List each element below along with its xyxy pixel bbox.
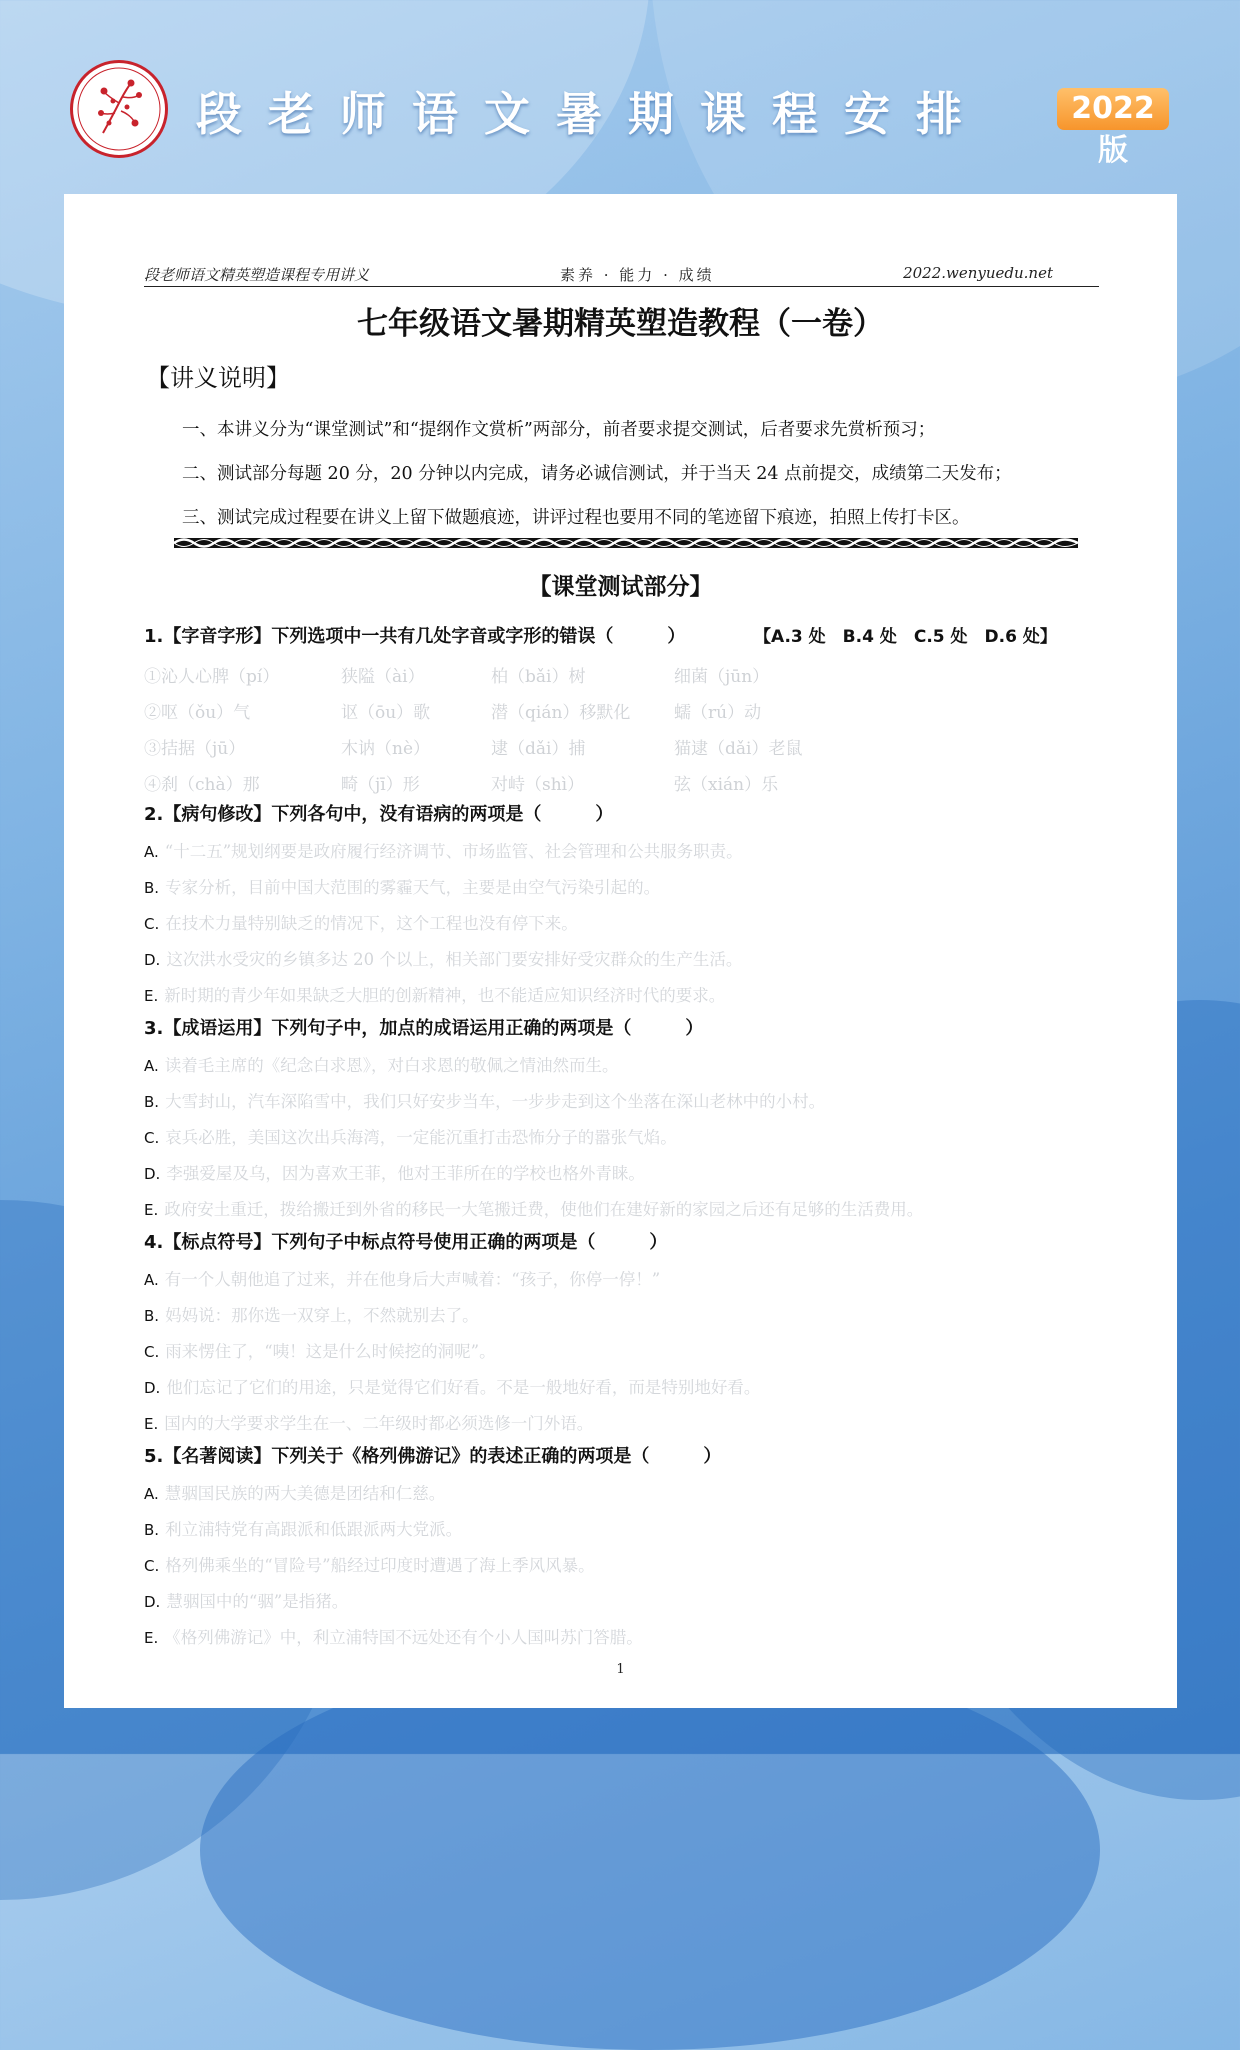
option-row	[144, 1588, 348, 1612]
row-cell: ③拮据（jū）	[144, 739, 246, 759]
option-row	[144, 1266, 660, 1290]
option-text: 大雪封山，汽车深陷雪中，我们只好安步当车，一步步走到这个坐落在深山老林中的小村。	[165, 1092, 826, 1111]
option-letter: B.	[144, 1093, 160, 1111]
option-row	[144, 982, 725, 1006]
option-text: 新时期的青少年如果缺乏大胆的创新精神，也不能适应知识经济时代的要求。	[164, 986, 726, 1005]
option-letter: D.	[144, 951, 161, 969]
option-letter: A.	[144, 843, 159, 861]
option-text: 《格列佛游记》中，利立浦特国不远处还有个小人国叫苏门答腊。	[164, 1628, 643, 1647]
option-text: 雨来愣住了，“咦！这是什么时候挖的洞呢”。	[165, 1342, 496, 1361]
option-text: 格列佛乘坐的“冒险号”船经过印度时遭遇了海上季风风暴。	[165, 1556, 595, 1575]
option-row	[144, 1374, 760, 1398]
option-letter: C.	[144, 915, 160, 933]
option-row	[144, 1338, 496, 1362]
option-letter: C.	[144, 1557, 160, 1575]
option-letter: A.	[144, 1057, 159, 1075]
row-cell: ②呕（ǒu）气	[144, 703, 251, 723]
row-cell: 蠕（rú）动	[674, 703, 762, 723]
running-header	[144, 262, 1099, 287]
option-letter: D.	[144, 1379, 161, 1397]
row-cell: 狭隘（ài）	[341, 667, 425, 687]
option-text: 妈妈说：那你选一双穿上，不然就别去了。	[165, 1306, 479, 1325]
school-logo-icon	[70, 60, 168, 158]
banner	[0, 0, 1240, 190]
decorative-divider	[174, 534, 1078, 552]
option-text: 在技术力量特别缺乏的情况下，这个工程也没有停下来。	[165, 914, 578, 933]
note-line: 三、测试完成过程要在讲义上留下做题痕迹，讲评过程也要用不同的笔迹留下痕迹，拍照上传打卡区。	[182, 508, 970, 528]
option-text: 政府安土重迁，拨给搬迁到外省的移民一大笔搬迁费，使他们在建好新的家园之后还有足够的生活费用。	[164, 1200, 924, 1219]
document-title: 七年级语文暑期精英塑造教程（一卷）	[357, 306, 884, 342]
row-cell: 逮（dǎi）捕	[491, 739, 586, 759]
header-left-text: 段老师语文精英塑造课程专用讲义	[144, 266, 370, 284]
row-cell: 木讷（nè）	[341, 739, 431, 759]
option-text: 慧骃国民族的两大美德是团结和仁慈。	[164, 1484, 446, 1503]
document-page	[64, 194, 1177, 1708]
row-cell: 讴（ōu）歌	[341, 703, 431, 723]
option-text: 有一个人朝他追了过来，并在他身后大声喊着：“孩子，你停一停！”	[164, 1270, 661, 1289]
question-title: 4.【标点符号】下列句子中标点符号使用正确的两项是（ ）	[144, 1232, 668, 1253]
section-heading: 【课堂测试部分】	[528, 573, 713, 600]
option-letter: E.	[144, 1415, 159, 1433]
option-row	[144, 1552, 595, 1576]
option-row	[144, 838, 743, 862]
option-text: 这次洪水受灾的乡镇多达 20 个以上，相关部门要安排好受灾群众的生产生活。	[166, 950, 743, 969]
question-title: 1.【字音字形】下列选项中一共有几处字音或字形的错误（ ）	[144, 626, 686, 647]
option-letter: E.	[144, 1201, 159, 1219]
header-middle-text: 素养 · 能力 · 成绩	[560, 266, 715, 284]
option-row	[144, 1088, 825, 1112]
option-row	[144, 1480, 445, 1504]
option-row	[144, 1160, 645, 1184]
option-row	[144, 1124, 677, 1148]
option-letter: C.	[144, 1343, 160, 1361]
option-letter: E.	[144, 1629, 159, 1647]
question-answer-choices: 【A.3 处 B.4 处 C.5 处 D.6 处】	[754, 627, 1057, 647]
row-cell: 弦（xián）乐	[674, 775, 779, 795]
row-cell: 柏（bǎi）树	[491, 667, 586, 687]
option-letter: A.	[144, 1271, 159, 1289]
notes-heading: 【讲义说明】	[146, 364, 290, 392]
option-letter: E.	[144, 987, 159, 1005]
row-cell: 猫逮（dǎi）老鼠	[674, 739, 803, 759]
option-row	[144, 874, 660, 898]
option-letter: C.	[144, 1129, 160, 1147]
option-letter: A.	[144, 1485, 159, 1503]
option-row	[144, 1624, 643, 1648]
option-text: 李强爱屋及乌，因为喜欢王菲，他对王菲所在的学校也格外青睐。	[166, 1164, 645, 1183]
option-letter: B.	[144, 879, 160, 897]
option-text: “十二五”规划纲要是政府履行经济调节、市场监管、社会管理和公共服务职责。	[164, 842, 743, 861]
background-shape	[200, 1650, 1100, 2050]
option-row	[144, 910, 578, 934]
option-row	[144, 1516, 462, 1540]
option-text: 读着毛主席的《纪念白求恩》，对白求恩的敬佩之情油然而生。	[164, 1056, 619, 1075]
option-text: 哀兵必胜，美国这次出兵海湾，一定能沉重打击恐怖分子的嚣张气焰。	[165, 1128, 677, 1147]
note-line: 二、测试部分每题 20 分，20 分钟以内完成，请务必诚信测试，并于当天 24 点前提交，成绩第二天发布；	[182, 464, 1012, 484]
option-row	[144, 1196, 923, 1220]
option-row	[144, 1052, 619, 1076]
row-cell: 细菌（jūn）	[674, 667, 770, 687]
option-row	[144, 946, 742, 970]
row-cell: ①沁人心脾（pí）	[144, 667, 280, 687]
page-number: 1	[616, 1662, 625, 1677]
option-text: 利立浦特党有高跟派和低跟派两大党派。	[165, 1520, 463, 1539]
banner-title: 段老师语文暑期课程安排	[196, 87, 988, 141]
option-row	[144, 1302, 479, 1326]
row-cell: 畸（jī）形	[341, 775, 420, 795]
note-line: 一、本讲义分为“课堂测试”和“提纲作文赏析”两部分，前者要求提交测试，后者要求先赏析预习；	[182, 420, 936, 440]
question-title: 3.【成语运用】下列句子中，加点的成语运用正确的两项是（ ）	[144, 1018, 704, 1039]
option-text: 国内的大学要求学生在一、二年级时都必须选修一门外语。	[164, 1414, 594, 1433]
row-cell: ④刹（chà）那	[144, 775, 260, 795]
row-cell: 对峙（shì）	[491, 775, 585, 795]
question-title: 5.【名著阅读】下列关于《格列佛游记》的表述正确的两项是（ ）	[144, 1446, 722, 1467]
option-letter: B.	[144, 1307, 160, 1325]
option-letter: D.	[144, 1165, 161, 1183]
question-title: 2.【病句修改】下列各句中，没有语病的两项是（ ）	[144, 804, 614, 825]
option-row	[144, 1410, 593, 1434]
edition-badge: 2022版	[1057, 88, 1169, 130]
option-text: 慧骃国中的“骃”是指猪。	[166, 1592, 349, 1611]
option-letter: D.	[144, 1593, 161, 1611]
row-cell: 潜（qián）移默化	[491, 703, 631, 723]
header-website: 2022.wenyuedu.net	[903, 264, 1053, 282]
option-letter: B.	[144, 1521, 160, 1539]
option-text: 他们忘记了它们的用途，只是觉得它们好看。不是一般地好看，而是特别地好看。	[166, 1378, 761, 1397]
option-text: 专家分析，目前中国大范围的雾霾天气，主要是由空气污染引起的。	[165, 878, 661, 897]
